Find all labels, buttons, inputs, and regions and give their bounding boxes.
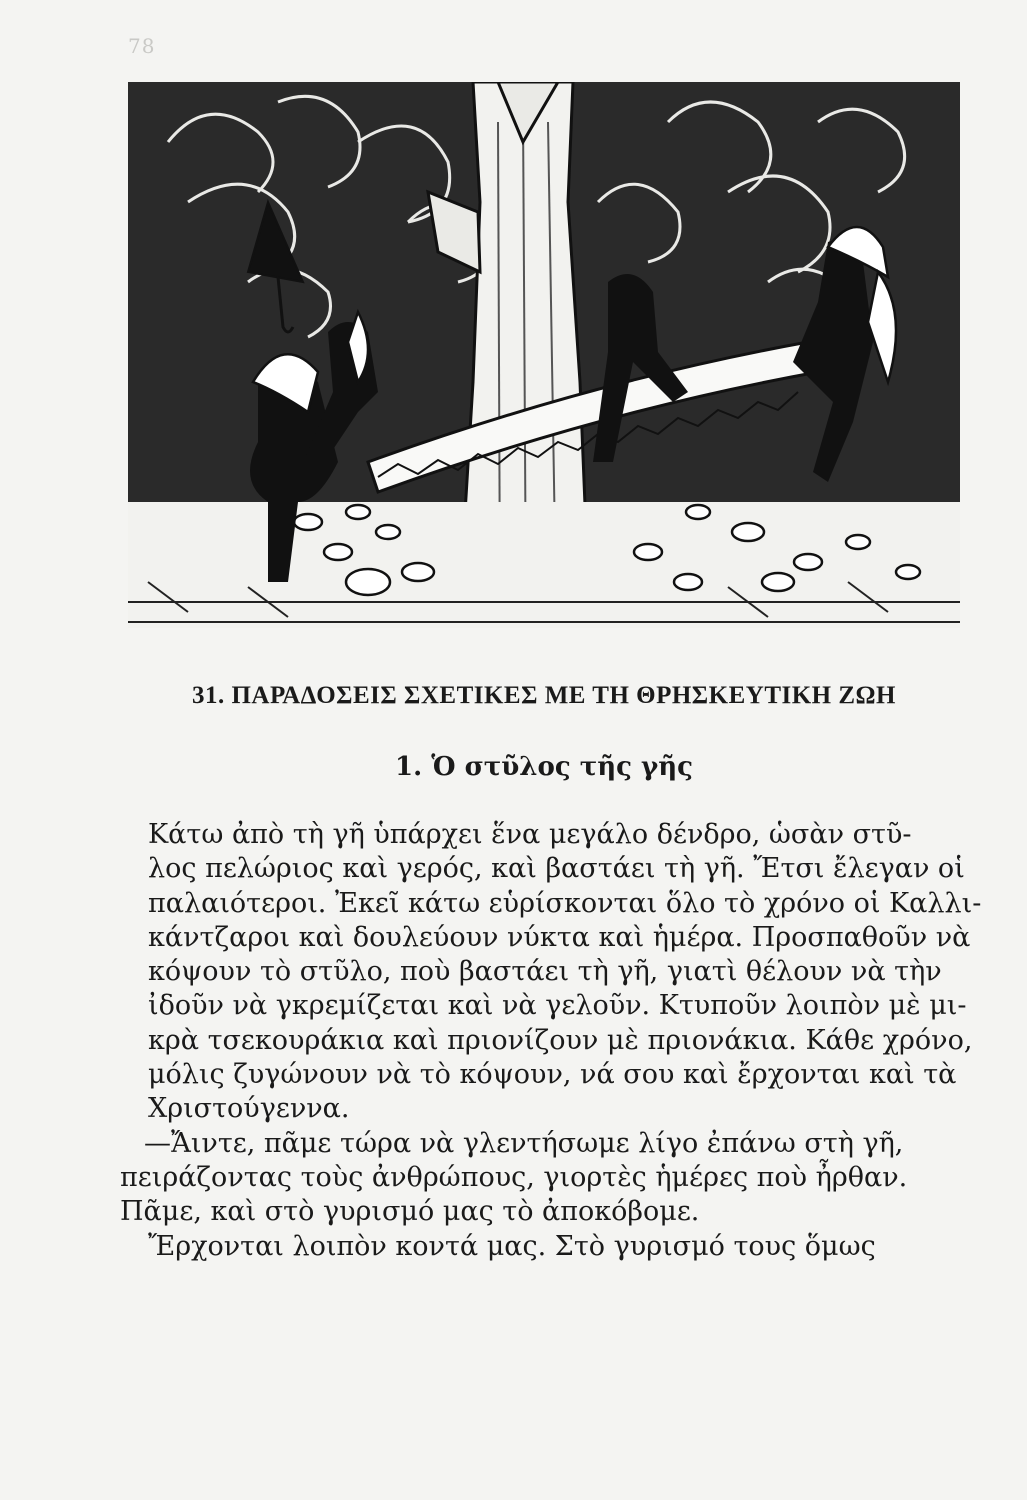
body-line: παλαιότεροι. Ἐκεῖ κάτω εὑρίσκονται ὅλο τὸ χρόνο οἱ Καλλι-	[148, 887, 982, 919]
body-text	[120, 818, 982, 1264]
body-line: Κάτω ἀπὸ τὴ γῆ ὑπάρχει ἕνα μεγάλο δένδρο, ὡσὰν στῦ-	[148, 819, 912, 850]
body-line: Ἔρχονται λοιπὸν κοντά μας. Στὸ γυρισμό τους ὅμως	[148, 1230, 876, 1262]
chapter-title: 31. ΠΑΡΑΔΟΣΕΙΣ ΣΧΕΤΙΚΕΣ ΜΕ ΤΗ ΘΡΗΣΚΕΥΤΙΚΗ ΖΩΗ	[191, 682, 897, 709]
body-line: λος πελώριος καὶ γερός, καὶ βαστάει τὴ γῆ. Ἔτσι ἔλεγαν οἱ	[148, 853, 965, 885]
body-line: πειράζοντας τοὺς ἀνθρώπους, γιορτὲς ἡμέρες ποὺ ἦρθαν.	[120, 1161, 908, 1193]
body-line: —Ἄιντε, πᾶμε τώρα νὰ γλεντήσωμε λίγο ἐπάνω στὴ γῆ,	[144, 1127, 904, 1159]
illustration-drawing	[128, 82, 960, 628]
body-line: κόψουν τὸ στῦλο, ποὺ βαστάει τὴ γῆ, γιατὶ θέλουν νὰ τὴν	[148, 956, 942, 988]
body-line: Πᾶμε, καὶ στὸ γυρισμό μας τὸ ἀποκόβομε.	[120, 1196, 700, 1228]
body-line: κάντζαροι καὶ δουλεύουν νύκτα καὶ ἡμέρα. Προσπαθοῦν νὰ	[148, 921, 971, 953]
body-line: μόλις ζυγώνουν νὰ τὸ κόψουν, νά σου καὶ ἔρχονται καὶ τὰ	[148, 1059, 957, 1091]
page-number: 78	[128, 34, 156, 58]
illustration-image	[128, 82, 960, 628]
section-title: 1. Ὁ στῦλος τῆς γῆς	[395, 752, 693, 782]
body-line: ἰδοῦν νὰ γκρεμίζεται καὶ νὰ γελοῦν. Κτυποῦν λοιπὸν μὲ μι-	[148, 990, 967, 1022]
body-line: κρὰ τσεκουράκια καὶ πριονίζουν μὲ πριονάκια. Κάθε χρόνο,	[148, 1024, 973, 1056]
body-line: Χριστούγεννα.	[148, 1093, 350, 1125]
